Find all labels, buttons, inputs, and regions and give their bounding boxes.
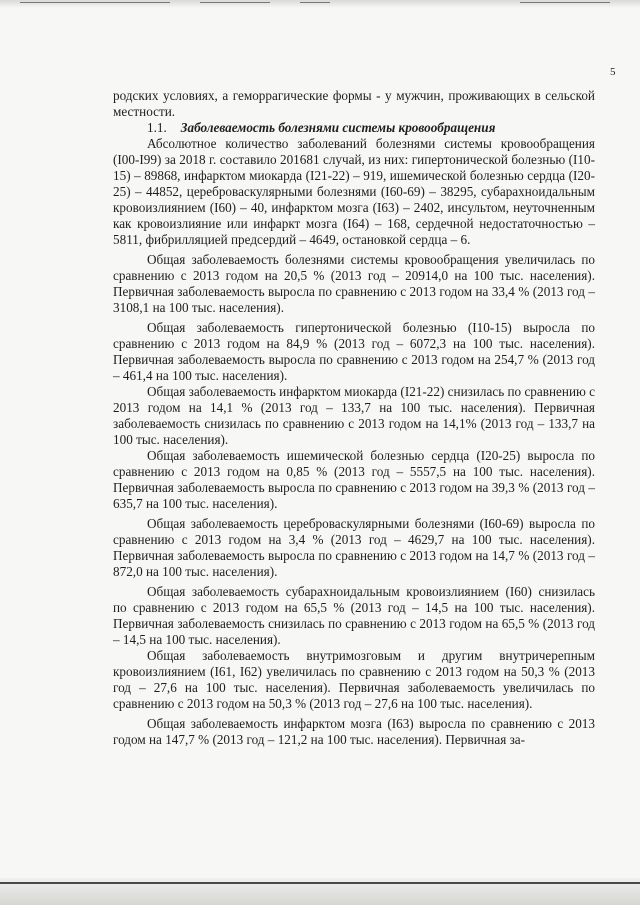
scan-edge-top	[0, 0, 640, 8]
scan-border-line	[0, 882, 640, 884]
document-body	[113, 88, 595, 748]
paragraph: Общая заболеваемость гипертонической болезнью (I10-15) выросла по сравнению с 2013 годом на 84,9 % (2013 год – 6072,3 на 100 тыс. населения). Первичная заболеваемость выросла по сравнению с 2013 годом на 254,7 % (2013 год – 461,4 на 100 тыс. населения).	[113, 320, 595, 383]
paragraph: Общая заболеваемость внутримозговым и другим внутричерепным кровоизлиянием (I61, I62) увеличилась по сравнению с 2013 годом на 50,3 % (2013 год – 27,6 на 100 тыс. населения). Первичная заболеваемость увеличилась по сравнению с 2013 годом на 50,3 % (2013 год – 27,6 на 100 тыс. населения).	[113, 648, 595, 711]
scan-edge-bottom	[0, 878, 640, 905]
paragraph: Общая заболеваемость инфарктом мозга (I63) выросла по сравнению с 2013 годом на 147,7 % (2013 год – 121,2 на 100 тыс. населения). Первичная за-	[113, 716, 595, 747]
paragraph: Общая заболеваемость болезнями системы кровообращения увеличилась по сравнению с 2013 годом на 20,5 % (2013 год – 20914,0 на 100 тыс. населения). Первичная заболеваемость выросла по сравнению с 2013 годом на 33,4 % (2013 год – 3108,1 на 100 тыс. населения).	[113, 252, 595, 315]
section-heading	[113, 120, 595, 136]
paragraph: Общая заболеваемость субарахноидальным кровоизлиянием (I60) снизилась по сравнению с 2013 годом на 65,5 % (2013 год – 14,5 на 100 тыс. населения). Первичная заболеваемость снизилась по сравнению с 2013 годом на 65,5 % (2013 год – 14,5 на 100 тыс. населения).	[113, 584, 595, 647]
section-title: Заболеваемость болезнями системы кровообращения	[180, 120, 496, 135]
page-number: 5	[610, 66, 616, 78]
intro-text: родских условиях, а геморрагические формы - у мужчин, проживающих в сельской местности.	[113, 88, 595, 119]
section-number: 1.1.	[147, 120, 167, 135]
paragraph: Общая заболеваемость цереброваскулярными болезнями (I60-69) выросла по сравнению с 2013 годом на 3,4 % (2013 год – 4629,7 на 100 тыс. населения). Первичная заболеваемость выросла по сравнению с 2013 годом на 14,7 % (2013 год – 872,0 на 100 тыс. населения).	[113, 516, 595, 579]
paragraph: Абсолютное количество заболеваний болезнями системы кровообращения (I00-I99) за 2018 г. составило 201681 случай, из них: гипертонической болезнью (I10-15) – 89868, инфарктом миокарда (I21-22) – 919, ишемической болезнью сердца (I20-25) – 44852, цереброваскулярными болезнями (I60-69) – 38295, субарахноидальным кровоизлиянием (I60) – 40, инфарктом мозга (I63) – 2402, инсультом, неуточненным как кровоизлияние или инфаркт мозга (I64) – 168, сердечной недостаточностью – 5811, фибрилляцией предсердий – 4649, остановкой сердца – 6.	[113, 136, 595, 247]
paragraph: Общая заболеваемость инфарктом миокарда (I21-22) снизилась по сравнению с 2013 годом на 14,1 % (2013 год – 133,7 на 100 тыс. населения). Первичная заболеваемость снизилась по сравнению с 2013 годом на 14,1% (2013 год – 133,7 на 100 тыс. населения).	[113, 384, 596, 447]
paragraph: Общая заболеваемость ишемической болезнью сердца (I20-25) выросла по сравнению с 2013 годом на 0,85 % (2013 год – 5557,5 на 100 тыс. населения). Первичная заболеваемость выросла по сравнению с 2013 годом на 39,3 % (2013 год – 635,7 на 100 тыс. населения).	[113, 448, 595, 511]
